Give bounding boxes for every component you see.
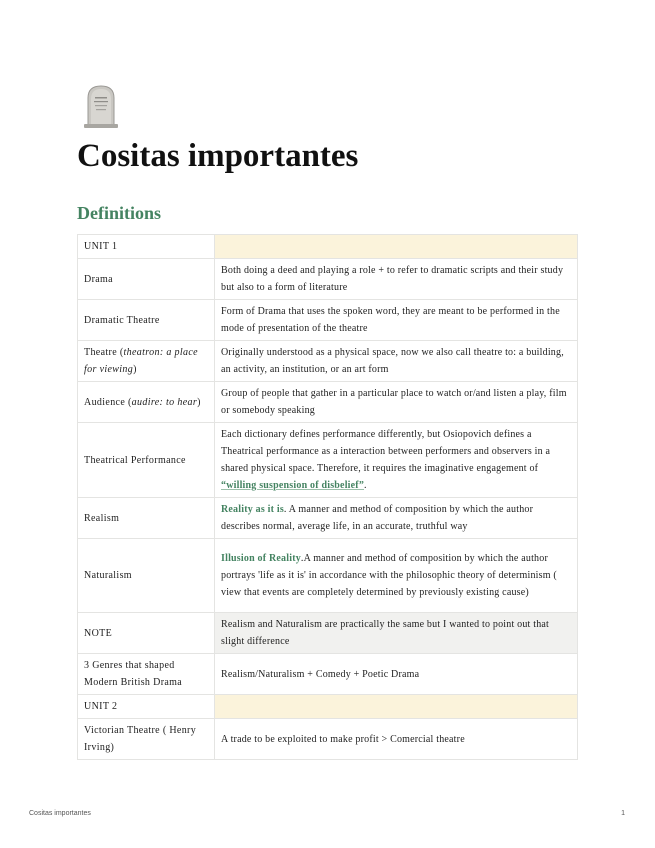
definition-cell: Both doing a deed and playing a role + to refer to dramatic scripts and their study but also to a form of literature [215, 259, 578, 300]
gravestone-icon [82, 84, 120, 128]
term-cell: Drama [78, 259, 215, 300]
term-cell: Victorian Theatre ( Henry Irving) [78, 719, 215, 760]
table-row [78, 613, 578, 654]
term-cell: Dramatic Theatre [78, 300, 215, 341]
highlighted-phrase: Illusion of Reality [221, 553, 301, 564]
highlighted-quote: “willing suspension of disbelief” [221, 480, 365, 491]
term-cell: Realism [78, 498, 215, 539]
table-row [78, 341, 578, 382]
table-row [78, 300, 578, 341]
table-row [78, 539, 578, 613]
footer-title: Cositas importantes [29, 810, 91, 817]
definition-cell: Group of people that gather in a particular place to watch or/and listen a play, film or somebody speaking [215, 382, 578, 423]
page-number: 1 [621, 810, 625, 817]
table-row [78, 719, 578, 760]
table-row [78, 382, 578, 423]
unit-definition-cell [215, 235, 578, 259]
definition-cell: Illusion of Reality.A manner and method of composition by which the author portrays 'life as it is' in accordance with the philosophic theory of determinism ( view that events are completely determined by previously existing cause) [215, 539, 578, 613]
table-row [78, 235, 578, 259]
highlighted-phrase: Reality as it is [221, 504, 284, 515]
term-etymology: theatron: a place for viewing [84, 347, 198, 375]
table-row [78, 498, 578, 539]
unit-label: UNIT 2 [78, 695, 215, 719]
table-row [78, 695, 578, 719]
term-etymology: audire: to hear [131, 396, 198, 408]
table-row [78, 654, 578, 695]
definition-cell: Each dictionary defines performance differently, but Osiopovich defines a Theatrical performance as a interaction between performers and observers in a shared physical space. Therefore, it requires the imaginative engagement of “willing suspension of disbelief”. [215, 423, 578, 498]
definition-cell: Form of Drama that uses the spoken word, they are meant to be performed in the mode of presentation of the theatre [215, 300, 578, 341]
definitions-table [77, 234, 578, 760]
term-cell: Audience (audire: to hear) [78, 382, 215, 423]
unit-definition-cell [215, 695, 578, 719]
definition-cell: A trade to be exploited to make profit > Comercial theatre [215, 719, 578, 760]
note-label: NOTE [78, 613, 215, 654]
note-cell: Realism and Naturalism are practically the same but I wanted to point out that slight difference [215, 613, 578, 654]
table-row [78, 423, 578, 498]
term-cell: Theatrical Performance [78, 423, 215, 498]
term-cell: Naturalism [78, 539, 215, 613]
term-cell: Theatre (theatron: a place for viewing) [78, 341, 215, 382]
page-title: Cositas importantes [77, 138, 359, 174]
table-row [78, 259, 578, 300]
section-heading-definitions: Definitions [77, 203, 162, 223]
definition-cell: Originally understood as a physical space, now we also call theatre to: a building, an activity, an institution, or an art form [215, 341, 578, 382]
definition-cell: Realism/Naturalism + Comedy + Poetic Drama [215, 654, 578, 695]
unit-label: UNIT 1 [78, 235, 215, 259]
term-cell: 3 Genres that shaped Modern British Drama [78, 654, 215, 695]
definition-cell: Reality as it is. A manner and method of composition by which the author describes normal, average life, in an accurate, truthful way [215, 498, 578, 539]
